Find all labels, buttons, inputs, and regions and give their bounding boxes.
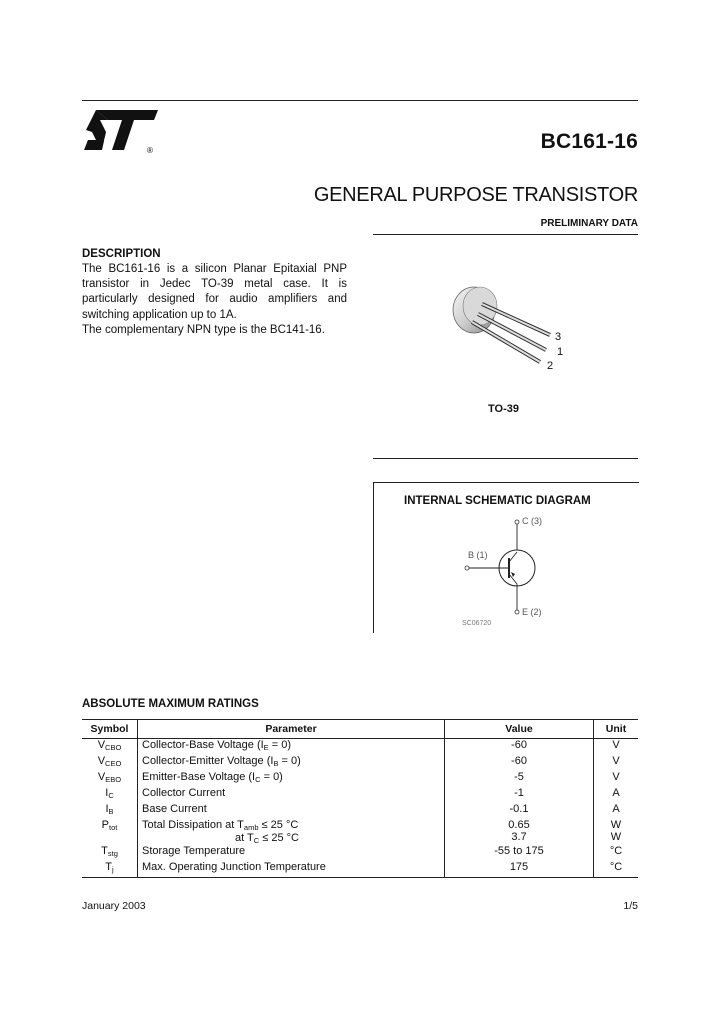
preliminary-label: PRELIMINARY DATA <box>540 218 638 229</box>
footer-date: January 2003 <box>82 900 146 912</box>
registered-mark: ® <box>147 146 153 154</box>
ratings-title: ABSOLUTE MAXIMUM RATINGS <box>82 698 259 710</box>
header-value: Value <box>445 720 594 739</box>
ratings-table <box>82 719 638 878</box>
title-rule <box>373 234 638 235</box>
value-cell: -0.1 <box>445 803 594 819</box>
parameter-cell: Collector-Emitter Voltage $(I_B = 0)$ <box>138 755 445 771</box>
table-row <box>82 861 638 878</box>
unit-cell: A <box>612 787 620 799</box>
description-paragraph-1: The BC161-16 is a silicon Planar Epitaxial PNP transistor in Jedec TO-39 metal case. It is particularly designed for audio amplifiers and switching application up to 1A. <box>82 263 347 321</box>
package-label: TO-39 <box>488 403 519 415</box>
header-parameter: Parameter <box>138 720 445 739</box>
symbol-cell: $V_{CBO}$ <box>82 739 138 756</box>
table-row <box>82 771 638 787</box>
symbol-cell: $V_{CEO}$ <box>82 755 138 771</box>
to39-package-illustration <box>440 280 580 380</box>
parameter-cell: Collector-Base Voltage $(I_E = 0)$ <box>138 739 445 756</box>
description-paragraph-2: The complementary NPN type is the BC141-16. <box>82 323 325 336</box>
footer-page-number: 1/5 <box>623 900 638 912</box>
parameter-cell: Base Current <box>138 803 445 819</box>
symbol-cell: $I_B$ <box>82 803 138 819</box>
unit-cell: W W <box>610 819 622 843</box>
base-label: B (1) <box>468 550 488 560</box>
symbol-cell: $P_{tot}$ <box>82 819 138 845</box>
header-rule <box>82 100 638 101</box>
schematic-title: INTERNAL SCHEMATIC DIAGRAM <box>404 495 591 507</box>
parameter-cell: Total Dissipation at $T_{amb} \le 25$ °C at $T_C \le 25$ °C <box>138 819 445 845</box>
parameter-cell: Storage Temperature <box>138 845 445 861</box>
value-cell: -5 <box>445 771 594 787</box>
document-title: GENERAL PURPOSE TRANSISTOR <box>313 184 638 206</box>
table-row <box>82 819 638 845</box>
symbol-cell: $I_C$ <box>82 787 138 803</box>
pin-label-2: 2 <box>547 360 554 372</box>
pin-label-3: 3 <box>555 331 562 343</box>
table-row <box>82 739 638 756</box>
unit-cell: V <box>612 755 620 767</box>
value-cell: -1 <box>445 787 594 803</box>
unit-cell: °C <box>594 861 639 878</box>
unit-cell: V <box>612 771 620 783</box>
unit-cell: V <box>612 739 620 751</box>
parameter-cell: Max. Operating Junction Temperature <box>138 861 445 878</box>
table-row <box>82 787 638 803</box>
table-row <box>82 845 638 861</box>
value-cell: 0.65 3.7 <box>445 819 594 845</box>
header-symbol: Symbol <box>82 720 138 739</box>
symbol-cell: $V_{EBO}$ <box>82 771 138 787</box>
unit-cell: A <box>612 803 620 815</box>
parameter-cell: Collector Current <box>138 787 445 803</box>
table-row <box>82 755 638 771</box>
value-cell: -60 <box>445 739 594 756</box>
symbol-cell: $T_j$ <box>82 861 138 878</box>
transistor-symbol-icon <box>455 512 575 632</box>
emitter-label: E (2) <box>522 607 542 617</box>
pin-label-1: 1 <box>557 346 564 358</box>
parameter-cell: Emitter-Base Voltage $(I_C = 0)$ <box>138 771 445 787</box>
collector-label: C (3) <box>522 516 542 526</box>
header-unit: Unit <box>594 720 639 739</box>
part-number: BC161-16 <box>540 130 638 153</box>
value-cell: 175 <box>445 861 594 878</box>
table-row <box>82 803 638 819</box>
st-logo-icon <box>82 108 162 154</box>
value-cell: -60 <box>445 755 594 771</box>
value-cell: -55 to 175 <box>445 845 594 861</box>
package-rule <box>373 458 638 459</box>
schematic-code: SC06720 <box>462 620 492 627</box>
description-heading: DESCRIPTION <box>82 248 161 260</box>
description-body <box>82 262 347 338</box>
unit-cell: °C <box>609 845 623 857</box>
symbol-cell: $T_{stg}$ <box>82 845 138 861</box>
ratings-header-row <box>82 720 638 739</box>
